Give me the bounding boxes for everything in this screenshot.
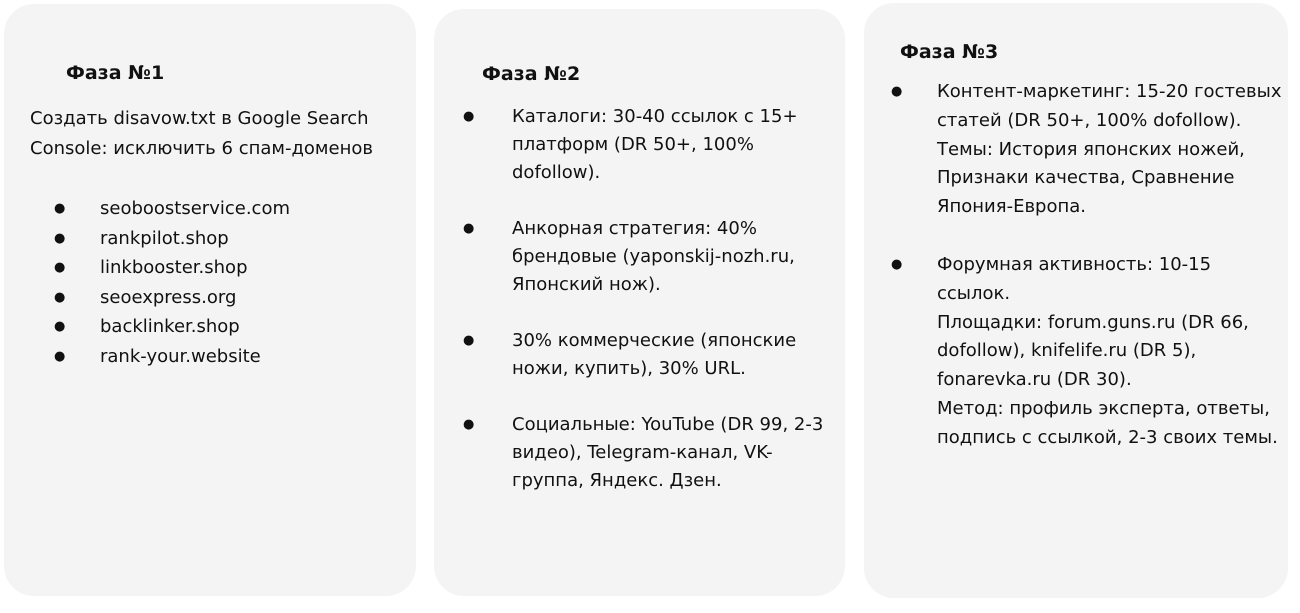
- spam-domain: rankpilot.shop: [100, 227, 229, 249]
- phase-3-card: [864, 3, 1288, 598]
- bullet-icon: ●: [54, 289, 66, 305]
- list-item: [54, 283, 400, 313]
- phase-2-card: [434, 9, 845, 596]
- spam-domain: seoexpress.org: [100, 286, 237, 308]
- bullet-icon: ●: [891, 84, 903, 99]
- phase-3-list: [891, 78, 1282, 453]
- bullet-icon: ●: [54, 319, 66, 334]
- forum-method-text: Метод: профиль эксперта, ответы, подпись с ссылкой, 2-3 своих темы.: [937, 397, 1278, 448]
- list-item: [463, 327, 842, 383]
- phase-1-title: Фаза №1: [66, 62, 165, 84]
- spam-domain: backlinker.shop: [100, 316, 240, 337]
- list-item: [54, 253, 400, 283]
- bullet-icon: ●: [54, 348, 66, 364]
- bullet-icon: ●: [463, 221, 475, 236]
- list-item: [463, 103, 842, 187]
- list-item: [891, 251, 1282, 453]
- bullet-icon: ●: [463, 109, 475, 124]
- catalogs-text: Каталоги: 30-40 ссылок с 15+ платформ (DR 50+, 100% dofollow).: [512, 106, 798, 183]
- spam-domain: seoboostservice.com: [100, 198, 290, 219]
- bullet-icon: ●: [54, 201, 66, 216]
- list-item: [54, 342, 400, 372]
- spam-domain-list: [54, 194, 400, 371]
- phase-1-intro: Создать disavow.txt в Google Search Console: исключить 6 спам-доменов: [30, 108, 373, 159]
- anchor-strategy-text: Анкорная стратегия: 40% брендовые (yaponskij-nozh.ru, Японский нож).: [512, 218, 795, 295]
- phase-1-card: [4, 4, 416, 596]
- bullet-icon: ●: [54, 230, 66, 246]
- list-item: [463, 215, 842, 299]
- phase-2-list: [463, 103, 842, 495]
- content-topics-text: Темы: История японских ножей, Признаки качества, Сравнение Япония-Европа.: [937, 138, 1245, 218]
- content-marketing-text: Контент-маркетинг: 15-20 гостевых статей (DR 50+, 100% dofollow).: [937, 81, 1282, 131]
- bullet-icon: ●: [463, 417, 475, 432]
- bullet-icon: ●: [54, 260, 66, 275]
- social-text: Социальные: YouTube (DR 99, 2-3 видео), Telegram-канал, VK-группа, Яндекс. Дзен.: [512, 414, 824, 491]
- list-item: [54, 312, 400, 342]
- forum-activity-text: Форумная активность: 10-15 ссылок.: [937, 253, 1212, 304]
- list-item: [54, 224, 400, 254]
- bullet-icon: ●: [891, 256, 903, 272]
- bullet-icon: ●: [463, 333, 475, 348]
- spam-domain: rank-your.website: [100, 345, 261, 367]
- phase-3-title: Фаза №3: [900, 41, 999, 63]
- forum-venues-text: Площадки: forum.guns.ru (DR 66, dofollow), knifelife.ru (DR 5), fonarevka.ru (DR 30).: [937, 311, 1249, 391]
- list-item: [463, 411, 842, 495]
- list-item: [54, 194, 400, 224]
- spam-domain: linkbooster.shop: [100, 257, 248, 278]
- phase-2-title: Фаза №2: [482, 63, 581, 85]
- commercial-anchors-text: 30% коммерческие (японские ножи, купить), 30% URL.: [512, 330, 797, 379]
- list-item: [891, 78, 1282, 222]
